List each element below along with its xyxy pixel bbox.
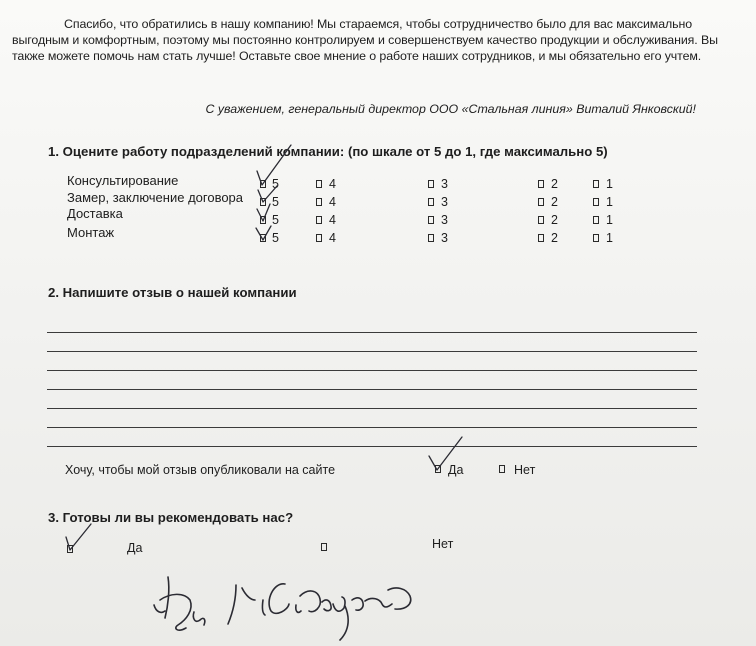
publish-no-label: Нет <box>514 463 536 477</box>
q1-option-label: 4 <box>329 231 336 245</box>
check-mark <box>256 226 271 240</box>
signature-icon <box>154 577 411 640</box>
check-mark <box>257 204 270 221</box>
q1-option-label: 5 <box>272 213 279 227</box>
q1-option-label: 3 <box>441 177 448 191</box>
q1-option-label: 5 <box>272 177 279 191</box>
q1-option-label: 4 <box>329 195 336 209</box>
q1-option-label: 2 <box>551 195 558 209</box>
check-mark <box>258 186 277 202</box>
intro-text: Спасибо, что обратились в нашу компанию! Мы стараемся, чтобы сотрудничество было для вас максимально выгодным и комфортным, поэтому мы постоянно контролируем и совершенствуем качество продукции и обслуживания. Вы также можете помочь нам стать лучше! Оставьте свое мнение о работе наших сотрудников, и мы обязательно его учтем. <box>12 17 718 63</box>
q1-option-label: 3 <box>441 195 448 209</box>
q1-option-label: 1 <box>606 177 613 191</box>
q1-option-label: 3 <box>441 213 448 227</box>
publish-question: Хочу, чтобы мой отзыв опубликовали на сайте <box>65 463 336 477</box>
q1-option-label: 3 <box>441 231 448 245</box>
q1-option-label: 2 <box>551 177 558 191</box>
q2-title: 2. Напишите отзыв о нашей компании <box>48 285 297 300</box>
q1-option-label: 1 <box>606 195 613 209</box>
q1-option-label: 4 <box>329 177 336 191</box>
q1-option-label: 5 <box>272 195 279 209</box>
recommend-yes-label: Да <box>127 541 143 555</box>
q1-row-label: Замер, заключение договора <box>67 190 244 205</box>
q1-title: 1. Оцените работу подразделений компании: (по шкале от 5 до 1, где максимально 5) <box>48 144 608 159</box>
q1-option-label: 1 <box>606 231 613 245</box>
publish-yes-label: Да <box>448 463 464 477</box>
q1-option-label: 5 <box>272 231 279 245</box>
q1-option-label: 2 <box>551 231 558 245</box>
recommend-no-label: Нет <box>432 537 454 551</box>
q1-row-label: Монтаж <box>67 225 115 240</box>
q3-title: 3. Готовы ли вы рекомендовать нас? <box>48 510 294 525</box>
q1-option-label: 4 <box>329 213 336 227</box>
q1-row-label: Доставка <box>67 206 123 221</box>
check-mark <box>429 437 462 470</box>
q1-row-label: Консультирование <box>67 173 179 188</box>
q1-option-label: 2 <box>551 213 558 227</box>
check-mark <box>257 145 291 185</box>
q1-option-label: 1 <box>606 213 613 227</box>
director-signoff: С уважением, генеральный директор ООО «Стальная линия» Виталий Янковский! <box>205 102 696 116</box>
check-mark <box>66 524 91 550</box>
